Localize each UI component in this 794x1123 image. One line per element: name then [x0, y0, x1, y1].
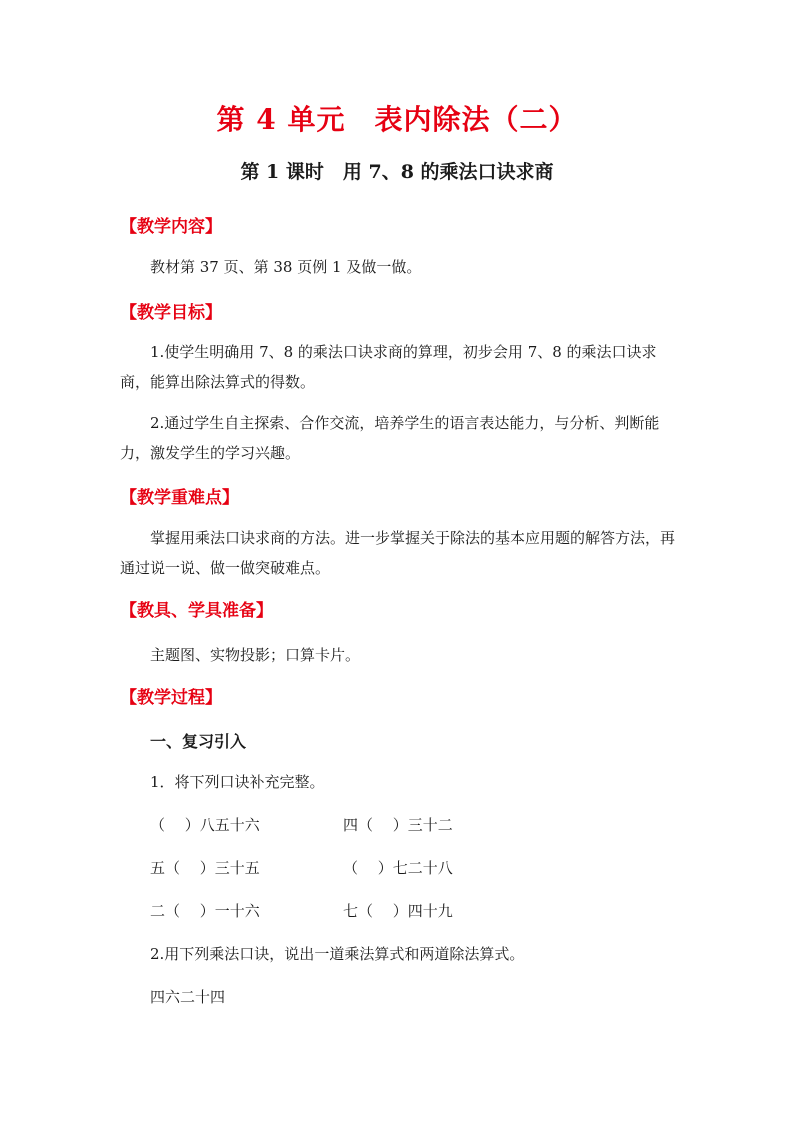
step1-title: 一、复习引入 — [150, 732, 247, 751]
lesson-subtitle: 第 1 课时 用 7、8 的乘法口诀求商 — [240, 161, 554, 183]
task1-text: 1．将下列口诀补充完整。 — [150, 773, 325, 791]
content-text: 教材第 37 页、第 38 页例 1 及做一做。 — [150, 258, 422, 276]
section-heading-content: 【教学内容】 — [120, 217, 222, 237]
section-heading-process: 【教学过程】 — [120, 688, 222, 708]
fill-item-1-2: 四（ ）三十二 — [343, 816, 453, 834]
fill-item-1-1: （ ）八五十六 — [150, 816, 260, 834]
goal-item-2: 2.通过学生自主探索、合作交流，培养学生的语言表达能力，与分析、判断能力，激发学生的学习兴趣。 — [120, 414, 660, 462]
section-heading-key-points: 【教学重难点】 — [120, 488, 239, 508]
fill-item-2-2: （ ）七二十八 — [343, 859, 453, 877]
goal-item-1: 1.使学生明确用 7、8 的乘法口诀求商的算理，初步会用 7、8 的乘法口诀求商，能算出除法算式的得数。 — [120, 343, 657, 391]
section-heading-materials: 【教具、学具准备】 — [120, 601, 273, 621]
formula-text: 四六二十四 — [150, 988, 226, 1006]
key-points-text: 掌握用乘法口诀求商的方法。进一步掌握关于除法的基本应用题的解答方法，再通过说一说、做一做突破难点。 — [120, 529, 676, 577]
fill-item-3-2: 七（ ）四十九 — [343, 902, 453, 920]
task2-text: 2.用下列乘法口诀，说出一道乘法算式和两道除法算式。 — [150, 945, 525, 963]
fill-item-2-1: 五（ ）三十五 — [150, 859, 260, 877]
section-heading-goals: 【教学目标】 — [120, 303, 222, 323]
unit-title: 第 4 单元 表内除法（二） — [216, 103, 578, 136]
fill-item-3-1: 二（ ）一十六 — [150, 902, 260, 920]
materials-text: 主题图、实物投影；口算卡片。 — [150, 646, 361, 664]
